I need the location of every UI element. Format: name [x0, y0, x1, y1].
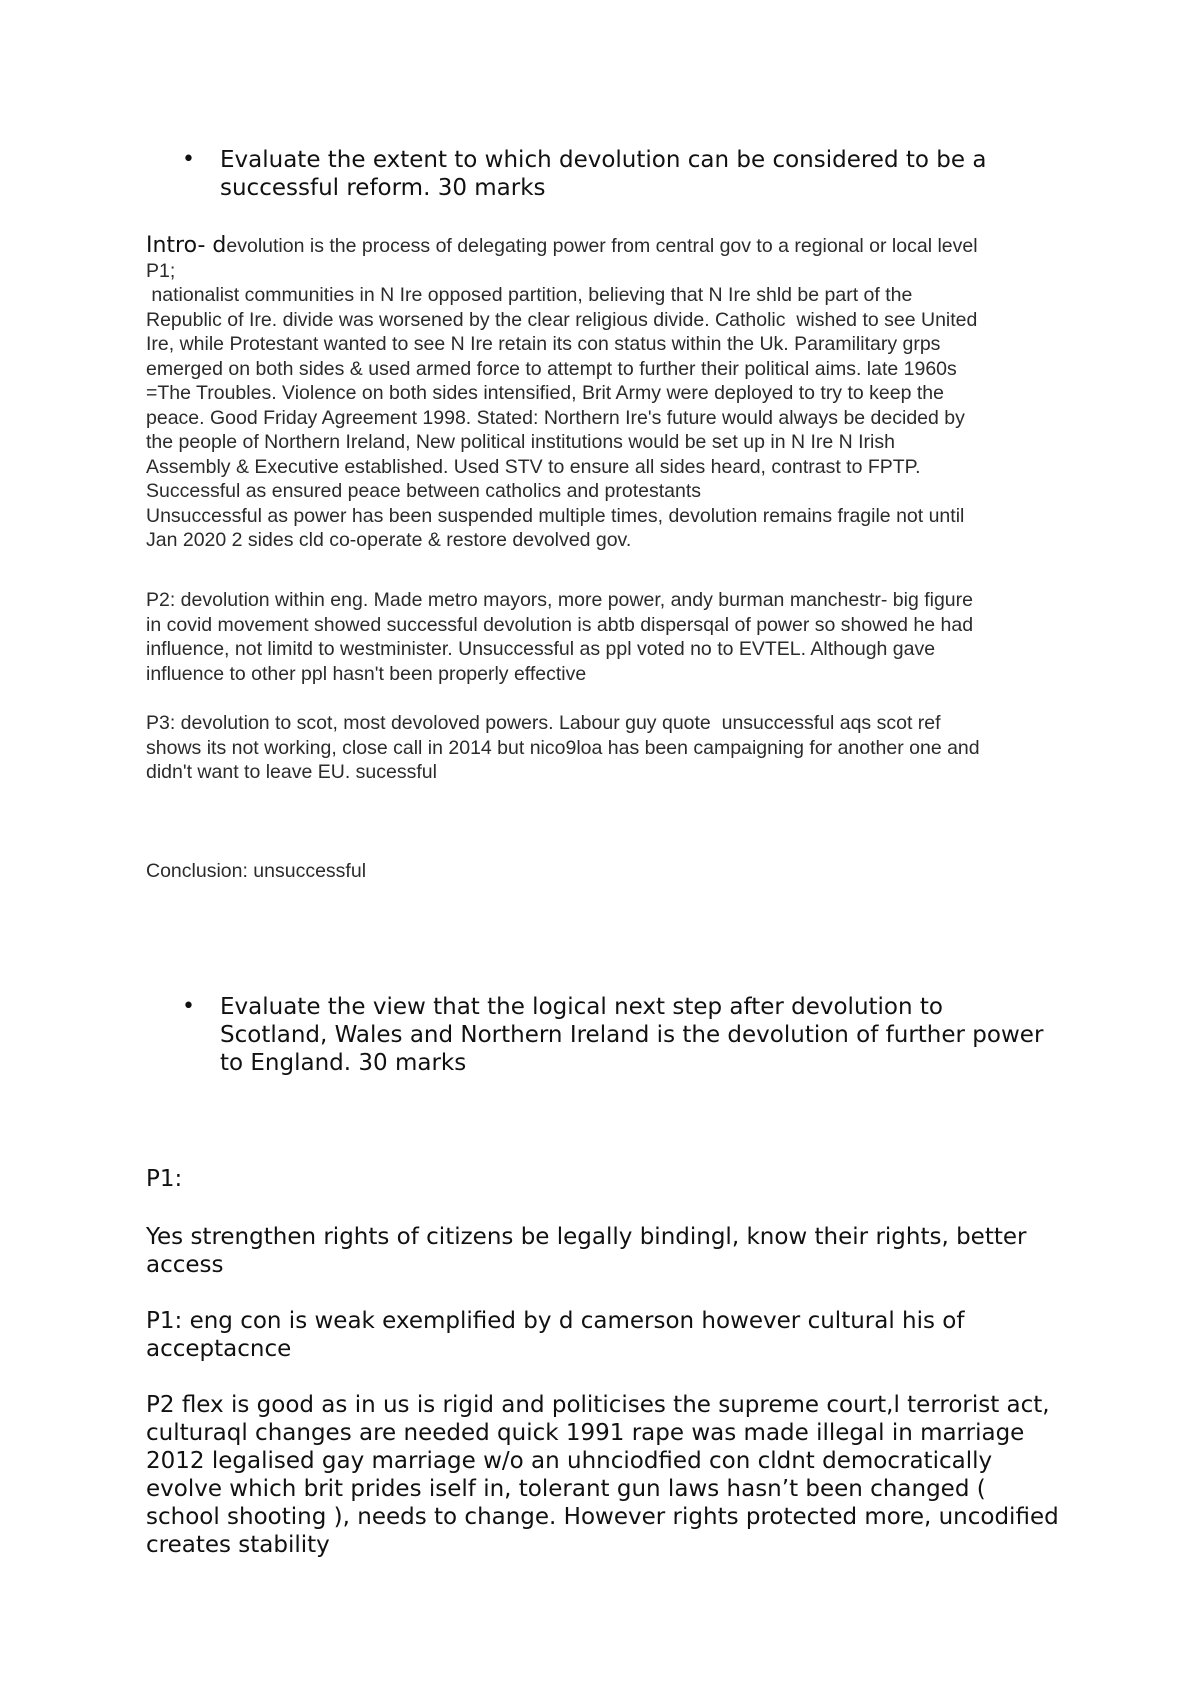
note-line: Successful as ensured peace between catholics and protestants [146, 480, 702, 502]
paragraph-rights: Yes strengthen rights of citizens be legally bindingl, know their rights, better access [146, 1224, 1027, 1278]
note-line: Assembly & Executive established. Used STV to ensure all sides heard, contrast to FPTP. [146, 455, 921, 478]
note-line: nationalist communities in N Ire opposed partition, believing that N Ire shld be part of the [146, 284, 913, 306]
question-2-bullet [182, 993, 1050, 1077]
answer-2-para-c [146, 1391, 1066, 1559]
answer-1-p3 [146, 711, 1066, 785]
note-line: P3: devolution to scot, most devoloved powers. Labour guy quote unsuccessful aqs scot ref [146, 712, 941, 734]
note-line: didn't want to leave EU. sucessful [146, 761, 437, 783]
note-line: Ire, while Protestant wanted to see N Ire retain its con status within the Uk. Paramilitary grps [146, 333, 941, 355]
question-1-text: Evaluate the extent to which devolution can be considered to be a successful reform. 30 marks [220, 147, 987, 201]
note-line: =The Troubles. Violence on both sides intensified, Brit Army were deployed to try to keep the [146, 382, 944, 404]
paragraph-eng-con: P1: eng con is weak exemplified by d camerson however cultural his of acceptacnce [146, 1308, 965, 1362]
intro-definition: evolution is the process of delegating power from central gov to a regional or local level [226, 235, 978, 257]
note-line: in covid movement showed successful devolution is abtb dispersqal of power so showed he had [146, 613, 974, 636]
intro-lead: Intro- d [146, 233, 227, 258]
question-1-bullet [182, 146, 1050, 202]
note-line: peace. Good Friday Agreement 1998. Stated: Northern Ire's future would always be decided by [146, 406, 965, 429]
note-line: Unsuccessful as power has been suspended multiple times, devolution remains fragile not until [146, 504, 965, 527]
note-line: shows its not working, close call in 2014 but nico9loa has been campaigning for another one and [146, 736, 980, 759]
note-line: the people of Northern Ireland, New political institutions would be set up in N Ire N Irish [146, 431, 895, 453]
answer-2-label [146, 1165, 1066, 1193]
answer-2-para-b [146, 1307, 1066, 1363]
answer-2-para-a [146, 1223, 1066, 1279]
answer-1-conclusion [146, 859, 1066, 884]
intro-line [146, 234, 1066, 259]
note-line: Republic of Ire. divide was worsened by the clear religious divide. Catholic wished to see United [146, 308, 978, 331]
conclusion-text: Conclusion: unsuccessful [146, 860, 367, 882]
note-line: emerged on both sides & used armed force to attempt to further their political aims. late 1960s [146, 357, 957, 380]
p1-heading: P1: [146, 1166, 183, 1192]
note-line: Jan 2020 2 sides cld co-operate & restore devolved gov. [146, 529, 632, 551]
p1-paragraph [146, 283, 1066, 553]
bullet-icon: • [182, 994, 195, 1019]
p2-paragraph [146, 588, 1066, 686]
p3-paragraph [146, 711, 1066, 785]
answer-1-intro [146, 234, 1066, 553]
note-line: influence to other ppl hasn't been properly effective [146, 662, 587, 685]
p1-label: P1; [146, 259, 176, 282]
question-2-text: Evaluate the view that the logical next step after devolution to Scotland, Wales and Northern Ireland is the devolution of further power to England. 30 marks [220, 994, 1044, 1076]
answer-1-p2 [146, 588, 1066, 686]
paragraph-flexibility: P2 flex is good as in us is rigid and politicises the supreme court,l terrorist act, culturaql changes are needed quick 1991 rape was made illegal in marriage 2012 legalised gay marriage w/o an uhnciodfied con cldnt democratically evolve which brit prides iself in, tolerant gun laws hasn’t been changed ( school shooting ), needs to change. However rights protected more, uncodified creates stability [146, 1392, 1059, 1558]
note-line: P2: devolution within eng. Made metro mayors, more power, andy burman manchestr- big figure [146, 589, 973, 611]
note-line: influence, not limitd to westminister. Unsuccessful as ppl voted no to EVTEL. Although gave [146, 638, 936, 660]
bullet-icon: • [182, 147, 195, 172]
